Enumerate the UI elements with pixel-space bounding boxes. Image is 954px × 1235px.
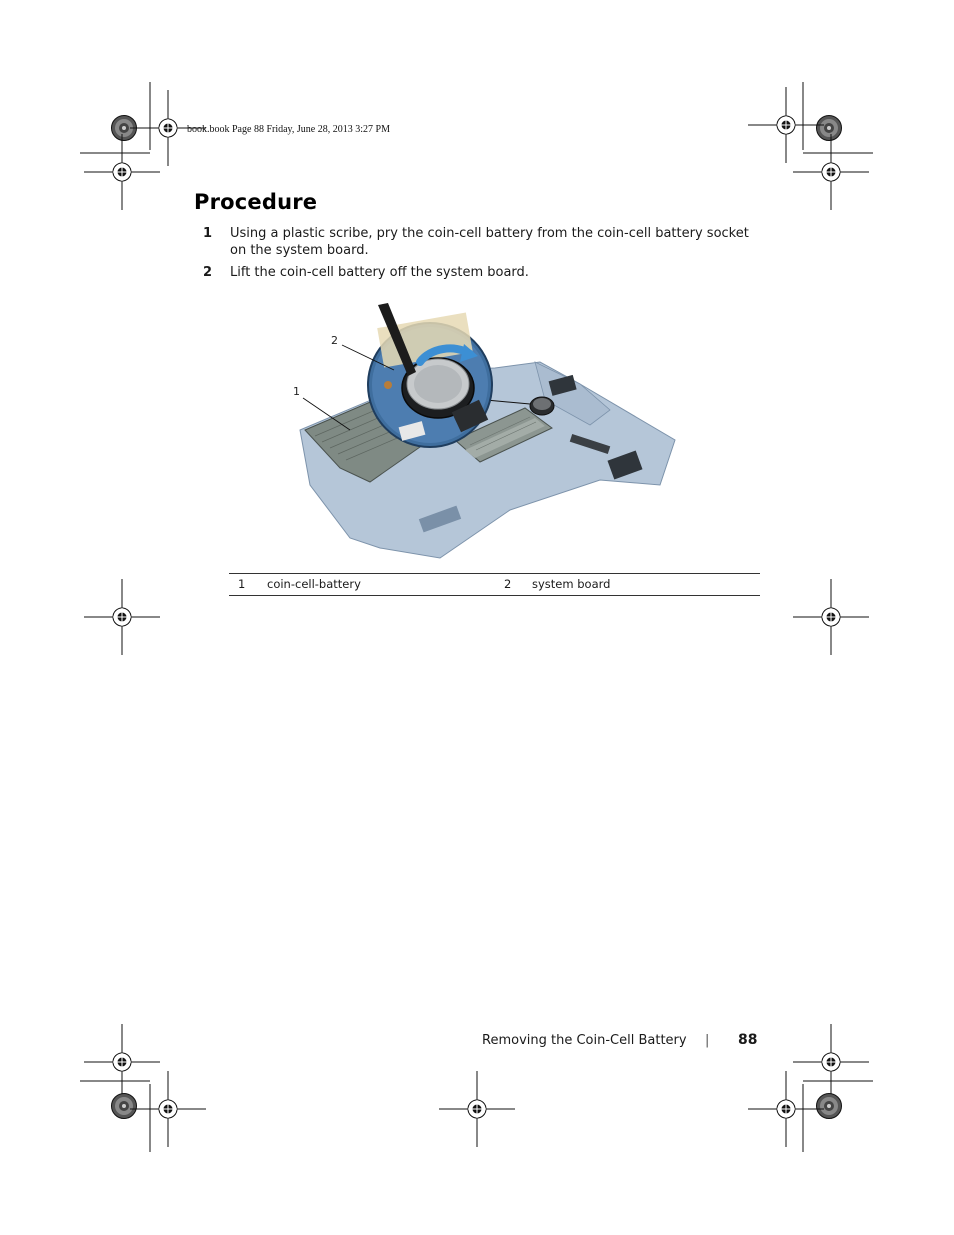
crosshair-mark-icon [793, 1024, 869, 1100]
step-text: Lift the coin-cell battery off the system board. [230, 265, 529, 280]
legend-number: 1 [238, 577, 246, 591]
figure-legend [229, 573, 760, 596]
footer-separator: | [705, 1033, 710, 1048]
callout-number: 2 [331, 334, 338, 347]
callout-number: 1 [293, 385, 300, 398]
procedure-step [203, 264, 763, 282]
crosshair-mark-icon [439, 1071, 515, 1147]
crosshair-mark-icon [793, 579, 869, 655]
wheel-mark-icon [112, 1094, 137, 1119]
footer-section-title: Removing the Coin-Cell Battery [482, 1033, 687, 1048]
legend-label: system board [532, 577, 611, 591]
callout-leader-lines [290, 330, 410, 440]
crosshair-mark-icon [748, 87, 824, 163]
wheel-mark-icon [817, 1094, 842, 1119]
procedure-step [203, 225, 763, 261]
legend-number: 2 [504, 577, 512, 591]
crosshair-mark-icon [748, 1071, 824, 1147]
step-number: 2 [203, 265, 213, 280]
wheel-mark-icon [817, 116, 842, 141]
step-number: 1 [203, 226, 213, 241]
crosshair-mark-icon [84, 134, 160, 210]
print-slug: book.book Page 88 Friday, June 28, 2013 3:27 PM [187, 124, 390, 135]
legend-label: coin-cell-battery [267, 577, 361, 591]
crosshair-mark-icon [130, 1071, 206, 1147]
crosshair-mark-icon [84, 579, 160, 655]
section-heading: Procedure [194, 190, 318, 214]
step-text: Using a plastic scribe, pry the coin-cell battery from the coin-cell battery socket on the system board. [230, 226, 749, 258]
crosshair-mark-icon [84, 1024, 160, 1100]
crosshair-mark-icon [793, 134, 869, 210]
page-number: 88 [738, 1032, 758, 1048]
